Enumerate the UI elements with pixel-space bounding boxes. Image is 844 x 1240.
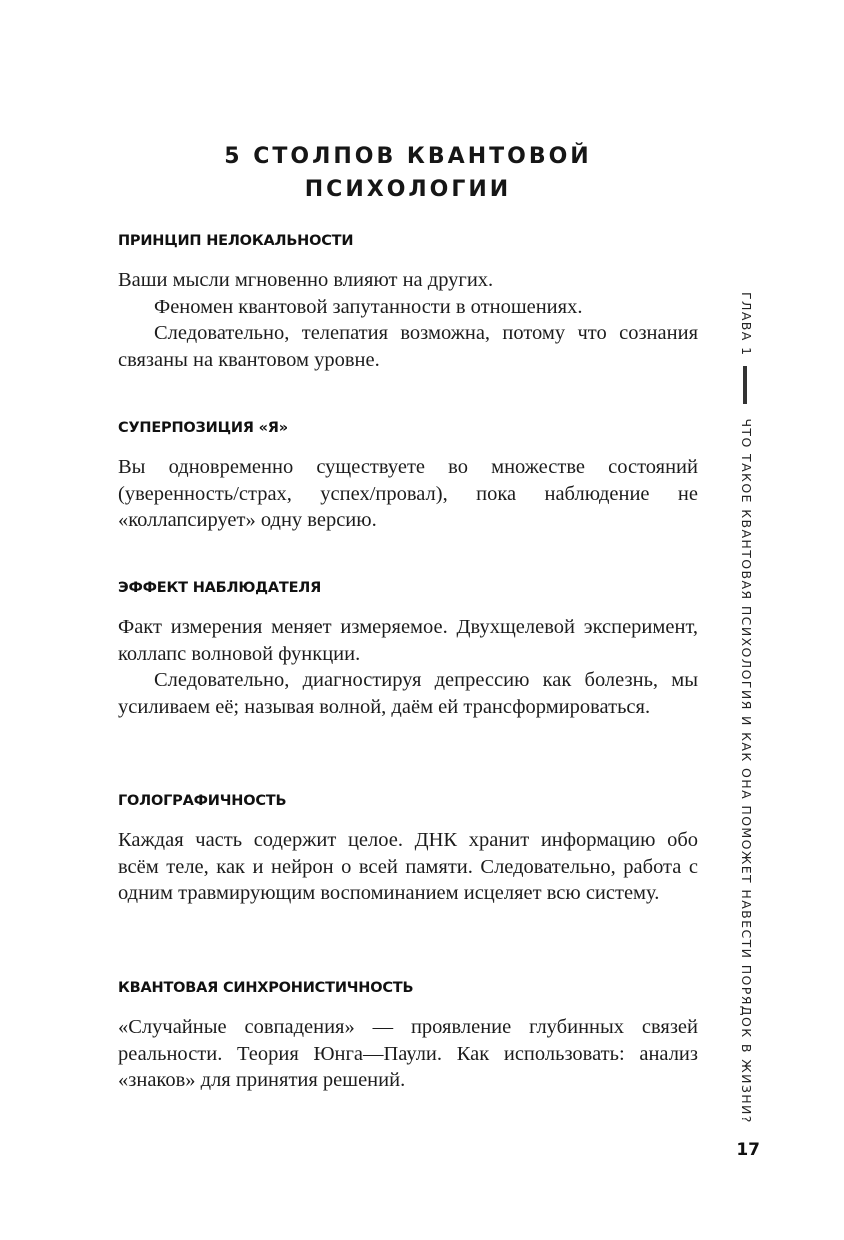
- paragraph: Следовательно, телепатия возможна, потому что сознания связаны на квантовом уровне.: [118, 322, 698, 371]
- chapter-divider: [744, 366, 748, 404]
- paragraph: Вы одновременно существуете во множестве состояний (уверенность/страх, успех/провал), пока наблюдение не «коллапсирует» одну версию.: [118, 456, 698, 531]
- section-heading-nonlocality: ПРИНЦИП НЕЛОКАЛЬНОСТИ: [118, 233, 354, 249]
- chapter-title: ЧТО ТАКОЕ КВАНТОВАЯ ПСИХОЛОГИЯ И КАК ОНА ПОМОЖЕТ НАВЕСТИ ПОРЯДОК В ЖИЗНИ?: [739, 418, 754, 1124]
- section-body-holography: [118, 827, 698, 907]
- section-heading-superposition: СУПЕРПОЗИЦИЯ «Я»: [118, 420, 288, 436]
- page-title-line-2: ПСИХОЛОГИИ: [304, 177, 512, 202]
- page-title-line-1: 5 СТОЛПОВ КВАНТОВОЙ: [224, 144, 592, 169]
- section-body-superposition: [118, 454, 698, 534]
- page-number: 17: [736, 1140, 760, 1160]
- section-body-nonlocality: [118, 267, 698, 373]
- section-body-observer-effect: [118, 614, 698, 720]
- page-title: [118, 140, 698, 206]
- chapter-label: ГЛАВА 1: [739, 292, 754, 357]
- paragraph: Факт измерения меняет измеряемое. Двухщелевой эксперимент, коллапс волновой функции.: [118, 616, 698, 665]
- paragraph: «Случайные совпадения» — проявление глубинных связей реальности. Теория Юнга—Паули. Как использовать: анализ «знаков» для принятия решений.: [118, 1016, 698, 1091]
- running-head: [739, 292, 754, 1124]
- section-heading-synchronicity: КВАНТОВАЯ СИНХРОНИСТИЧНОСТЬ: [118, 980, 414, 996]
- section-body-synchronicity: [118, 1014, 698, 1094]
- paragraph: Каждая часть содержит целое. ДНК хранит информацию обо всём теле, как и нейрон о всей памяти. Следовательно, работа с одним травмирующим воспоминанием исцеляет всю систему.: [118, 829, 698, 904]
- paragraph: Феномен квантовой запутанности в отношениях.: [154, 295, 583, 318]
- section-heading-observer-effect: ЭФФЕКТ НАБЛЮДАТЕЛЯ: [118, 580, 322, 596]
- paragraph: Следовательно, диагностируя депрессию как болезнь, мы усиливаем её; называя волной, даём ей трансформироваться.: [118, 669, 698, 718]
- paragraph: Ваши мысли мгновенно влияют на других.: [118, 269, 494, 291]
- section-heading-holography: ГОЛОГРАФИЧНОСТЬ: [118, 793, 287, 809]
